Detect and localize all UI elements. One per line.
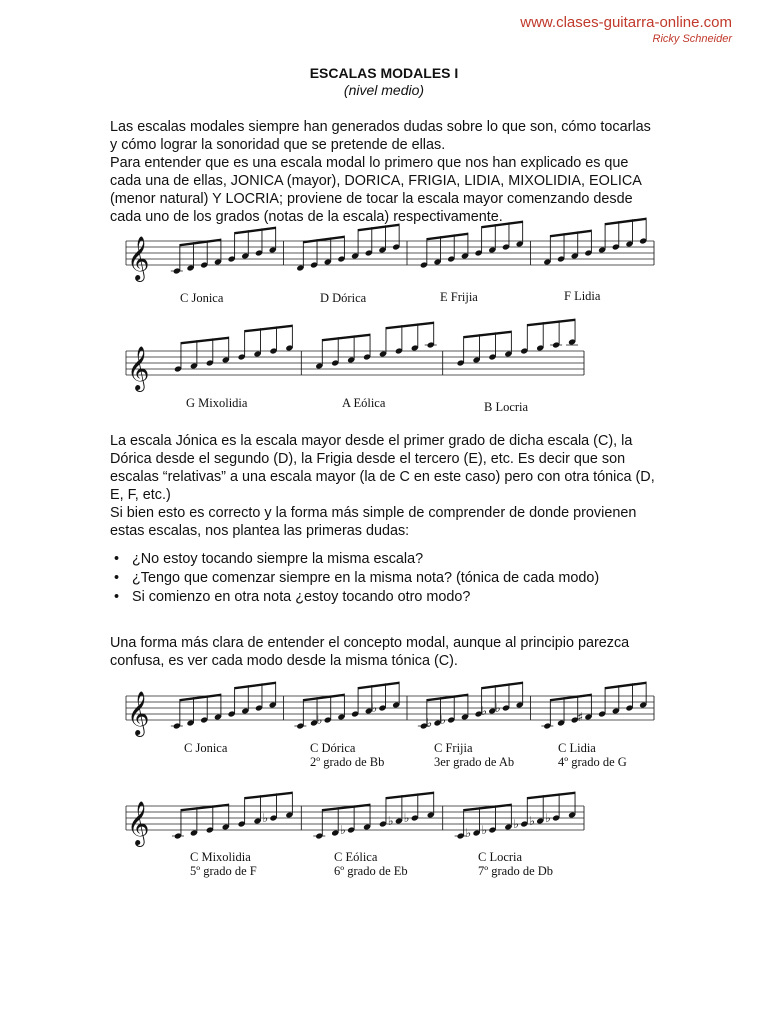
mode-label: C Jonica xyxy=(180,291,224,305)
note-beam xyxy=(180,694,221,702)
mode-label: C Lidia xyxy=(558,741,596,755)
note-beam xyxy=(235,682,276,690)
grade-label: 3er grado de Ab xyxy=(434,755,515,769)
treble-clef-icon: 𝄞 xyxy=(127,236,150,280)
mode-label: B Locria xyxy=(484,400,529,414)
closing-paragraph: Una forma más clara de entender el concepto modal, aunque al principio parezca confusa, es ver cada modo desde la misma tónica (C). xyxy=(110,635,630,669)
note-beam xyxy=(245,325,293,333)
staff-lines xyxy=(126,696,654,720)
note-beam xyxy=(386,322,434,330)
bullet-icon: • xyxy=(114,570,120,586)
flat-icon: ♭ xyxy=(340,823,346,837)
mode-label: C Dórica xyxy=(310,741,356,755)
note-beam xyxy=(358,682,399,690)
note-beam xyxy=(527,319,575,327)
flat-icon: ♭ xyxy=(481,704,487,718)
flat-icon: ♭ xyxy=(465,826,472,840)
flat-icon: ♭ xyxy=(426,716,433,730)
flat-icon: ♭ xyxy=(513,817,519,831)
note-beam xyxy=(181,804,229,812)
figure2-staff-row2 xyxy=(120,800,590,890)
note-beam xyxy=(303,694,344,702)
mode-label: E Frijia xyxy=(440,290,478,304)
page-subtitle: (nivel medio) xyxy=(343,82,425,98)
note-beam xyxy=(427,233,468,241)
note-beam xyxy=(464,331,512,339)
middle-paragraph-1: La escala Jónica es la escala mayor desde el primer grado de dicha escala (C), la Dórica desde el segundo (D), la Frigia desde el tercero (E), etc. Es decir que son escalas “relativas” a una escala mayor (la de C en este caso) pero con otra tónica (D, E, F, etc.) xyxy=(110,433,655,503)
treble-clef-icon: 𝄞 xyxy=(127,691,150,735)
mode-label: F Lidia xyxy=(564,289,601,303)
note-beam xyxy=(322,334,370,342)
figure1-staff-row1 xyxy=(120,235,660,315)
mode-label: A Eólica xyxy=(342,396,386,410)
grade-label: 4º grado de G xyxy=(558,755,627,769)
flat-icon: ♭ xyxy=(262,811,269,825)
note-beam xyxy=(464,804,512,812)
intro-paragraph-1: Las escalas modales siempre han generados dudas sobre lo que son, cómo tocarlas y cómo lograr la sonoridad que se pretende de ellas. xyxy=(110,119,651,153)
list-item-text: Si comienzo en otra nota ¿estoy tocando otro modo? xyxy=(132,589,471,605)
flat-icon: ♭ xyxy=(440,713,446,727)
grade-label: 7º grado de Db xyxy=(478,864,554,878)
header-author: Ricky Schneider xyxy=(652,33,732,45)
flat-icon: ♭ xyxy=(494,701,501,715)
grade-label: 6º grado de Eb xyxy=(334,864,408,878)
note-beam xyxy=(235,227,276,235)
list-item-text: ¿Tengo que comenzar siempre en la misma nota? (tónica de cada modo) xyxy=(132,570,600,586)
note-beam xyxy=(550,694,591,702)
mode-label: C Eólica xyxy=(334,850,378,864)
note-beam xyxy=(386,792,434,800)
note-beam xyxy=(303,236,344,244)
list-item xyxy=(110,588,670,607)
sharp-icon: ♯ xyxy=(577,710,584,724)
bullet-icon: • xyxy=(114,551,120,567)
flat-icon: ♭ xyxy=(387,814,394,828)
list-item xyxy=(110,569,670,588)
flat-icon: ♭ xyxy=(529,814,535,828)
treble-clef-icon: 𝄞 xyxy=(127,346,150,390)
note-beam xyxy=(245,792,293,800)
note-beam xyxy=(605,682,646,690)
grade-label: 2º grado de Bb xyxy=(310,755,385,769)
mode-label: C Jonica xyxy=(184,741,228,755)
mode-label: C Mixolidia xyxy=(190,850,251,864)
grade-label: 5º grado de F xyxy=(190,864,257,878)
header-site-link[interactable]: www.clases-guitarra-online.com xyxy=(520,14,732,31)
note-beam xyxy=(180,239,221,247)
flat-icon: ♭ xyxy=(316,713,323,727)
staff-lines xyxy=(126,241,654,265)
note-beam xyxy=(550,230,591,238)
note-beam xyxy=(322,804,370,812)
mode-label: G Mixolidia xyxy=(186,396,248,410)
staff-lines xyxy=(126,351,584,375)
page-title: ESCALAS MODALES I xyxy=(309,65,459,81)
flat-icon: ♭ xyxy=(545,811,551,825)
mode-label: C Locria xyxy=(478,850,523,864)
flat-icon: ♭ xyxy=(403,811,410,825)
note-beam xyxy=(482,682,523,690)
list-item-text: ¿No estoy tocando siempre la misma escala? xyxy=(132,551,424,567)
note-beam xyxy=(427,694,468,702)
treble-clef-icon: 𝄞 xyxy=(127,801,150,845)
list-item xyxy=(110,550,670,569)
middle-paragraph-2: Si bien esto es correcto y la forma más simple de comprender de donde provienen estas escalas, nos plantea las primeras dudas: xyxy=(110,505,637,539)
question-list xyxy=(110,550,670,607)
flat-icon: ♭ xyxy=(371,701,378,715)
mode-label: C Frijia xyxy=(434,741,473,755)
figure1-staff-row2 xyxy=(120,345,590,425)
bullet-icon: • xyxy=(114,589,120,605)
mode-label: D Dórica xyxy=(320,291,367,305)
flat-icon: ♭ xyxy=(481,823,488,837)
note-beam xyxy=(181,337,229,345)
figure2-staff-row1 xyxy=(120,690,660,780)
note-beam xyxy=(527,792,575,800)
intro-paragraph-2: Para entender que es una escala modal lo primero que nos han explicado es que cada una de ellas, JONICA (mayor), DORICA, FRIGIA, LIDIA, MIXOLIDIA, EOLICA (menor natural) Y LOCRIA; proviene de tocar la escala mayor comenzando desde cada uno de los grados (notas de la escala) respectivamente. xyxy=(110,155,642,225)
